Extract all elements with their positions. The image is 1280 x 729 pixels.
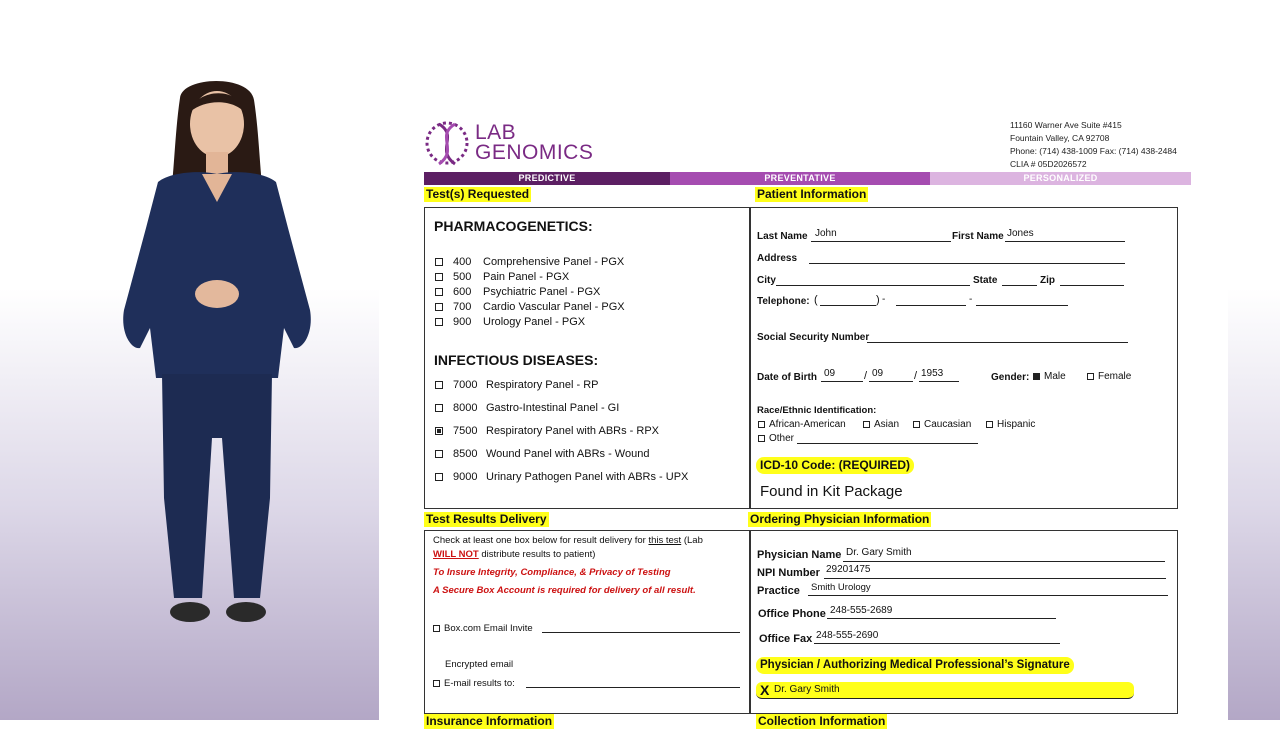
requisition-form xyxy=(379,0,1228,728)
infectious-code: 7500 xyxy=(453,425,478,437)
pgx-heading: PHARMACOGENETICS: xyxy=(434,218,593,234)
dob-day-value: 09 xyxy=(872,368,884,379)
logo-text-genomics: GENOMICS xyxy=(475,141,594,164)
physician-name-value: Dr. Gary Smith xyxy=(846,547,912,558)
box-email-invite-checkbox[interactable] xyxy=(433,625,440,632)
race-african-american-checkbox[interactable] xyxy=(758,421,765,428)
city-field[interactable] xyxy=(776,273,970,286)
telephone-dash-2: - xyxy=(969,294,973,305)
privacy-notice: To Insure Integrity, Compliance, & Privacy of Testing xyxy=(433,567,671,578)
race-asian-checkbox[interactable] xyxy=(863,421,870,428)
dna-logo-icon xyxy=(425,118,471,168)
email-results-checkbox[interactable] xyxy=(433,680,440,687)
telephone-label: Telephone: xyxy=(757,296,810,307)
pgx-code: 700 xyxy=(453,301,472,313)
delivery-section-title: Test Results Delivery xyxy=(426,512,547,526)
ssn-field[interactable] xyxy=(867,330,1128,343)
pgx-label: Psychiatric Panel - PGX xyxy=(483,286,601,298)
pgx-label: Pain Panel - PGX xyxy=(483,271,570,283)
delivery-instructions-text: Check at least one box below for result delivery for xyxy=(433,535,646,546)
office-fax-label: Office Fax xyxy=(759,633,813,645)
gender-label: Gender: xyxy=(991,372,1030,383)
infectious-code: 7000 xyxy=(453,379,478,391)
race-other-checkbox[interactable] xyxy=(758,435,765,442)
npi-field[interactable] xyxy=(824,566,1166,579)
infectious-option-9000[interactable] xyxy=(435,471,688,483)
infectious-option-7000[interactable] xyxy=(435,379,599,391)
telephone-area-field[interactable] xyxy=(820,293,876,306)
npi-label: NPI Number xyxy=(757,567,820,579)
infectious-code: 8500 xyxy=(453,448,478,460)
infectious-heading: INFECTIOUS DISEASES: xyxy=(434,352,599,368)
office-phone-label: Office Phone xyxy=(758,608,826,620)
practice-value: Smith Urology xyxy=(811,582,871,593)
state-field[interactable] xyxy=(1002,273,1037,286)
collection-section-title: Collection Information xyxy=(758,714,886,728)
box-email-field[interactable] xyxy=(542,620,740,633)
state-label: State xyxy=(973,275,998,286)
infectious-label: Urinary Pathogen Panel with ABRs - UPX xyxy=(486,471,689,483)
box-email-invite-label: Box.com Email Invite xyxy=(444,623,533,634)
gender-male-checkbox[interactable] xyxy=(1033,373,1040,380)
pgx-option-900[interactable] xyxy=(435,316,585,328)
pgx-label: Urology Panel - PGX xyxy=(483,316,586,328)
email-results-label: E-mail results to: xyxy=(444,678,515,689)
infectious-code: 8000 xyxy=(453,402,478,414)
gender-female-option[interactable] xyxy=(1087,371,1131,382)
pgx-option-500[interactable] xyxy=(435,271,569,283)
band-personalized: PERSONALIZED xyxy=(930,172,1191,185)
first-name-value: Jones xyxy=(1007,228,1034,239)
patient-section-title: Patient Information xyxy=(757,187,867,201)
office-fax-value: 248-555-2690 xyxy=(816,630,879,641)
insurance-section-title: Insurance Information xyxy=(426,714,553,728)
last-name-value: John xyxy=(815,228,837,239)
pgx-checkbox-500[interactable] xyxy=(435,273,443,281)
dob-separator-2: / xyxy=(914,370,918,382)
zip-field[interactable] xyxy=(1060,273,1124,286)
telephone-prefix-field[interactable] xyxy=(896,293,966,306)
pgx-checkbox-900[interactable] xyxy=(435,318,443,326)
race-other-field[interactable] xyxy=(797,431,978,444)
delivery-instructions xyxy=(433,534,703,562)
race-caucasian-label: Caucasian xyxy=(924,419,972,430)
race-hispanic[interactable] xyxy=(986,419,1035,430)
infectious-label: Gastro-Intestinal Panel - GI xyxy=(486,402,620,414)
dob-year-value: 1953 xyxy=(921,368,944,379)
signature-value: Dr. Gary Smith xyxy=(774,684,840,695)
delivery-instructions-end: distribute results to patient) xyxy=(481,549,596,560)
practice-label: Practice xyxy=(757,585,800,597)
band-preventative: PREVENTATIVE xyxy=(670,172,930,185)
infectious-option-8500[interactable] xyxy=(435,448,649,460)
infectious-option-7500[interactable] xyxy=(435,425,659,437)
logo-text-lab: LAB xyxy=(475,121,517,144)
gender-female-label: Female xyxy=(1098,371,1132,382)
address-line-3: Phone: (714) 438-1009 Fax: (714) 438-2484 xyxy=(1010,146,1177,156)
race-asian[interactable] xyxy=(863,419,899,430)
pgx-option-400[interactable] xyxy=(435,256,624,268)
pgx-code: 500 xyxy=(453,271,472,283)
infectious-label: Wound Panel with ABRs - Wound xyxy=(486,448,650,460)
infectious-code: 9000 xyxy=(453,471,478,483)
infectious-checkbox-8000[interactable] xyxy=(435,404,443,412)
office-phone-value: 248-555-2689 xyxy=(830,605,893,616)
telephone-dash-1: - xyxy=(882,294,886,305)
pgx-option-700[interactable] xyxy=(435,301,625,313)
delivery-instructions-lab: (Lab xyxy=(683,535,703,546)
infectious-checkbox-7000[interactable] xyxy=(435,381,443,389)
address-label: Address xyxy=(757,253,798,264)
signature-x-mark: X xyxy=(760,682,770,698)
last-name-label: Last Name xyxy=(757,231,808,242)
gender-male-option[interactable] xyxy=(1033,371,1066,382)
tests-section-title: Test(s) Requested xyxy=(426,187,530,201)
race-caucasian-checkbox[interactable] xyxy=(913,421,920,428)
infectious-option-8000[interactable] xyxy=(435,402,619,414)
gender-male-label: Male xyxy=(1044,371,1066,382)
dob-label: Date of Birth xyxy=(757,372,817,383)
race-african-american-label: African-American xyxy=(769,419,846,430)
dob-month-value: 09 xyxy=(824,368,836,379)
delivery-will-not: WILL NOT xyxy=(433,549,479,560)
race-caucasian[interactable] xyxy=(913,419,971,430)
infectious-checkbox-7500[interactable] xyxy=(435,427,443,435)
address-line-4: CLIA # 05D2026572 xyxy=(1010,159,1087,169)
pgx-checkbox-600[interactable] xyxy=(435,288,443,296)
pgx-code: 600 xyxy=(453,286,472,298)
ssn-label: Social Security Number xyxy=(757,332,870,343)
telephone-line-field[interactable] xyxy=(976,293,1068,306)
pgx-code: 900 xyxy=(453,316,472,328)
infectious-checkbox-8500[interactable] xyxy=(435,450,443,458)
race-asian-label: Asian xyxy=(874,419,900,430)
band-predictive: PREDICTIVE xyxy=(424,172,670,185)
pgx-label: Comprehensive Panel - PGX xyxy=(483,256,625,268)
race-label: Race/Ethnic Identification: xyxy=(757,405,877,416)
infectious-checkbox-9000[interactable] xyxy=(435,473,443,481)
infectious-label: Respiratory Panel - RP xyxy=(486,379,599,391)
address-line-1: 11160 Warner Ave Suite #415 xyxy=(1010,120,1122,130)
email-results-option[interactable] xyxy=(433,678,515,689)
icd10-value: Found in Kit Package xyxy=(760,483,903,500)
presenter-figure xyxy=(110,78,325,630)
race-other-label: Other xyxy=(769,433,795,444)
pgx-option-600[interactable] xyxy=(435,286,600,298)
telephone-paren-close: ) xyxy=(876,294,880,306)
email-results-field[interactable] xyxy=(526,675,740,688)
infectious-label: Respiratory Panel with ABRs - RPX xyxy=(486,425,660,437)
physician-section-title: Ordering Physician Information xyxy=(750,512,930,526)
race-hispanic-label: Hispanic xyxy=(997,419,1036,430)
race-hispanic-checkbox[interactable] xyxy=(986,421,993,428)
secure-box-notice: A Secure Box Account is required for delivery of all result. xyxy=(433,585,696,596)
address-line-2: Fountain Valley, CA 92708 xyxy=(1010,133,1110,143)
address-field[interactable] xyxy=(809,251,1125,264)
first-name-label: First Name xyxy=(952,231,1004,242)
encrypted-email-label: Encrypted email xyxy=(445,659,514,670)
gender-female-checkbox[interactable] xyxy=(1087,373,1094,380)
telephone-paren-open: ( xyxy=(814,294,818,306)
race-african-american[interactable] xyxy=(758,419,846,430)
pgx-code: 400 xyxy=(453,256,472,268)
icd10-label: ICD-10 Code: (REQUIRED) xyxy=(756,457,914,474)
pgx-checkbox-400[interactable] xyxy=(435,258,443,266)
dob-separator-1: / xyxy=(864,370,868,382)
city-label: City xyxy=(757,275,776,286)
npi-value: 29201475 xyxy=(826,564,871,575)
race-other[interactable] xyxy=(758,433,794,444)
signature-label: Physician / Authorizing Medical Professional’s Signature xyxy=(756,657,1074,674)
physician-name-label: Physician Name xyxy=(757,549,842,561)
box-email-invite-option[interactable] xyxy=(433,623,533,634)
pgx-label: Cardio Vascular Panel - PGX xyxy=(483,301,625,313)
delivery-this-test-link: this test xyxy=(648,535,682,546)
zip-label: Zip xyxy=(1040,275,1055,286)
pgx-checkbox-700[interactable] xyxy=(435,303,443,311)
lab-address xyxy=(1010,119,1177,171)
